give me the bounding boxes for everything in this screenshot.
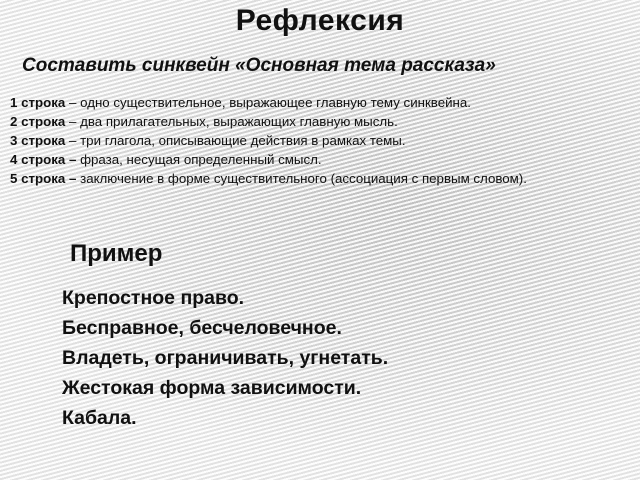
rule-line-3 bbox=[10, 131, 635, 150]
cinquain-rules-list bbox=[10, 93, 635, 188]
rule-label: 1 строка bbox=[10, 95, 66, 110]
rule-line-2 bbox=[10, 112, 635, 131]
rule-line-4 bbox=[10, 150, 635, 169]
rule-text: фраза, несущая определенный смысл. bbox=[80, 152, 322, 167]
rule-label: 2 строка bbox=[10, 114, 66, 129]
rule-text: три глагола, описывающие действия в рамках темы. bbox=[80, 133, 406, 148]
slide-title: Рефлексия bbox=[235, 4, 405, 37]
example-line-5: Кабала. bbox=[62, 407, 137, 429]
rule-line-1 bbox=[10, 93, 635, 112]
rule-label: 5 строка – bbox=[10, 171, 77, 186]
example-line-2: Бесправное, бесчеловечное. bbox=[62, 317, 342, 339]
rule-text: два прилагательных, выражающих главную мысль. bbox=[80, 114, 398, 129]
rule-label: 4 строка – bbox=[10, 152, 77, 167]
example-cinquain bbox=[62, 283, 632, 433]
rule-separator: – bbox=[65, 133, 81, 148]
example-line-1: Крепостное право. bbox=[62, 287, 245, 309]
rule-text: одно существительное, выражающее главную тему синквейна. bbox=[80, 95, 471, 110]
example-line-3: Владеть, ограничивать, угнетать. bbox=[62, 347, 389, 369]
example-heading: Пример bbox=[70, 240, 163, 267]
slide-subtitle: Составить синквейн «Основная тема рассказа» bbox=[22, 55, 496, 76]
rule-separator: – bbox=[65, 114, 81, 129]
rule-text: заключение в форме существительного (ассоциация с первым словом). bbox=[80, 171, 527, 186]
rule-separator: – bbox=[65, 95, 81, 110]
rule-label: 3 строка bbox=[10, 133, 66, 148]
example-line-4: Жестокая форма зависимости. bbox=[62, 377, 362, 399]
rule-line-5 bbox=[10, 169, 635, 188]
